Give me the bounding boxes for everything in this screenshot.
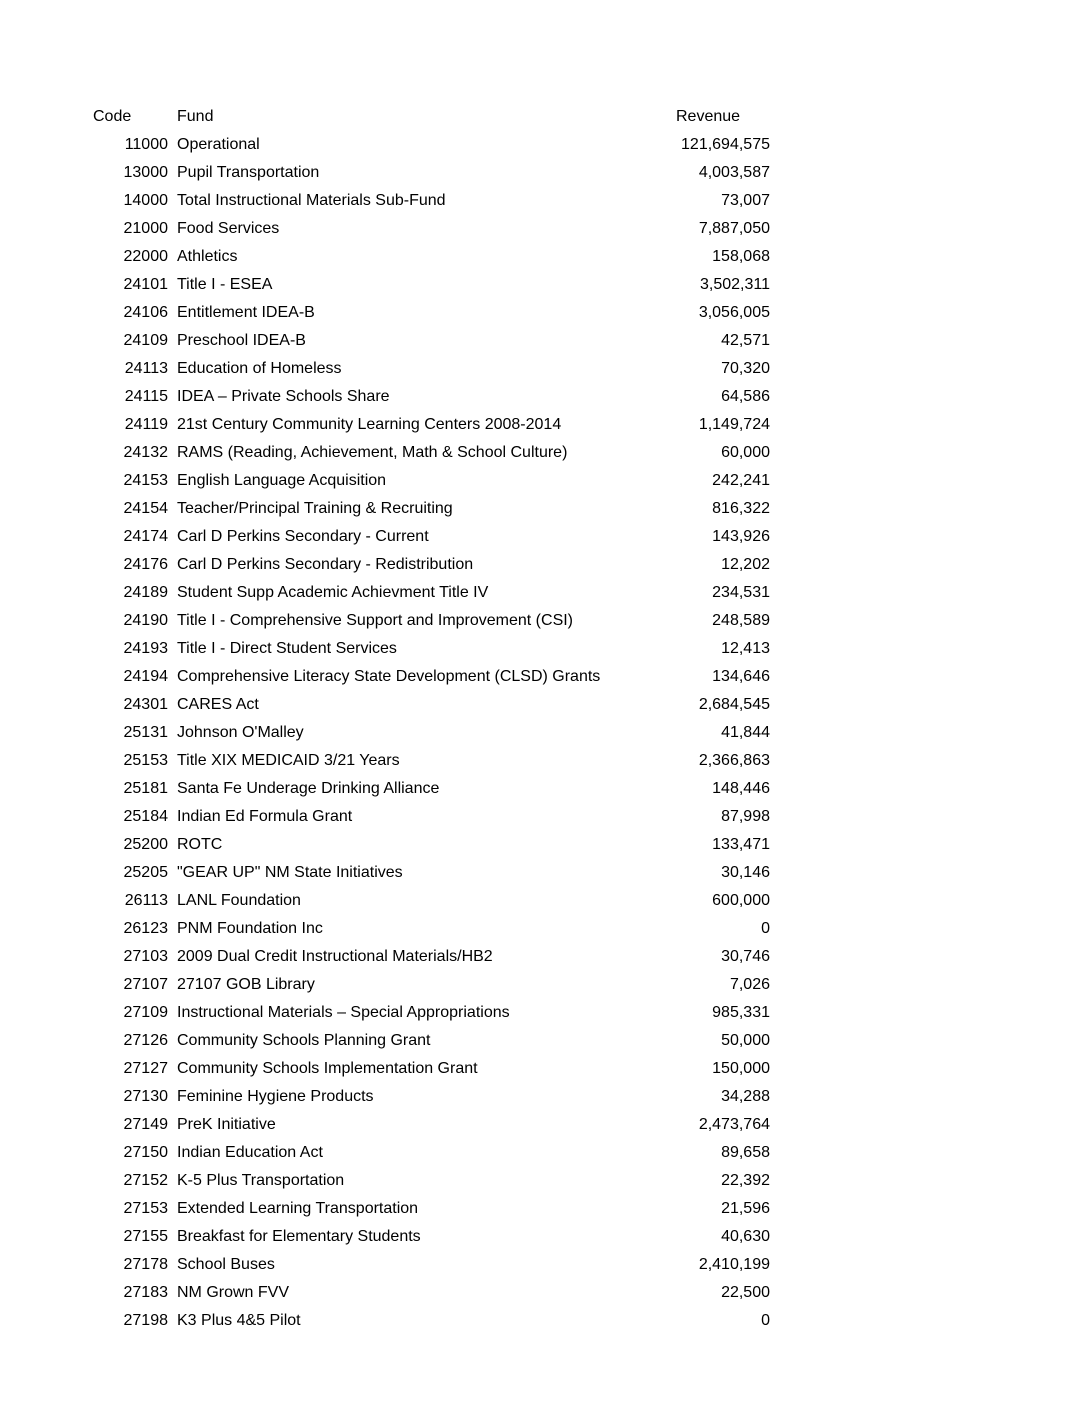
column-header-revenue: Revenue [676,108,741,125]
code-cell: 13000 [123,164,168,181]
table-row [93,719,770,747]
code-cell: 27155 [123,1228,168,1245]
table-row [93,803,770,831]
revenue-cell: 12,202 [721,556,770,573]
table-row [93,943,770,971]
table-row [93,859,770,887]
revenue-cell: 985,331 [712,1004,770,1021]
code-cell: 24174 [123,528,168,545]
fund-cell: Santa Fe Underage Drinking Alliance [177,780,440,797]
table-row [93,243,770,271]
table-row [93,579,770,607]
revenue-cell: 40,630 [721,1228,770,1245]
table-row [93,775,770,803]
fund-cell: Feminine Hygiene Products [177,1088,374,1105]
revenue-cell: 4,003,587 [698,164,770,181]
fund-cell: Title I - ESEA [177,276,273,293]
code-cell: 27198 [123,1312,168,1329]
fund-cell: 27107 GOB Library [177,976,315,993]
revenue-cell: 34,288 [721,1088,770,1105]
code-cell: 27152 [123,1172,168,1189]
fund-revenue-table [93,103,770,1335]
code-cell: 27149 [123,1116,168,1133]
table-row [93,439,770,467]
table-row [93,1167,770,1195]
code-cell: 27183 [123,1284,168,1301]
revenue-cell: 242,241 [712,472,770,489]
revenue-cell: 22,392 [721,1172,770,1189]
revenue-cell: 234,531 [712,584,770,601]
code-cell: 24153 [123,472,168,489]
code-cell: 24101 [123,276,168,293]
fund-cell: LANL Foundation [177,892,301,909]
table-row [93,887,770,915]
revenue-cell: 1,149,724 [698,416,770,433]
revenue-cell: 3,502,311 [700,276,770,293]
table-row [93,915,770,943]
revenue-cell: 7,887,050 [698,220,770,237]
code-cell: 24190 [123,612,168,629]
code-cell: 27109 [123,1004,168,1021]
revenue-cell: 600,000 [712,892,770,909]
code-cell: 25200 [123,836,168,853]
code-cell: 27178 [123,1256,168,1273]
fund-cell: 2009 Dual Credit Instructional Materials/HB2 [177,948,493,965]
table-row [93,299,770,327]
revenue-cell: 12,413 [721,640,770,657]
code-cell: 27126 [123,1032,168,1049]
revenue-cell: 133,471 [712,836,770,853]
table-row [93,607,770,635]
fund-cell: Operational [177,136,260,153]
fund-cell: CARES Act [177,696,259,713]
fund-cell: Total Instructional Materials Sub-Fund [177,192,446,209]
revenue-cell: 134,646 [712,668,770,685]
table-row [93,187,770,215]
table-row [93,635,770,663]
revenue-cell: 0 [761,920,770,937]
fund-cell: NM Grown FVV [177,1284,290,1301]
code-cell: 24113 [124,360,168,377]
table-row [93,215,770,243]
table-row [93,663,770,691]
fund-cell: ROTC [177,836,223,853]
fund-cell: Food Services [177,220,280,237]
table-row [93,271,770,299]
code-cell: 27153 [123,1200,168,1217]
table-row [93,159,770,187]
code-cell: 24109 [123,332,168,349]
table-row [93,971,770,999]
fund-cell: K-5 Plus Transportation [177,1172,345,1189]
fund-cell: Title I - Comprehensive Support and Improvement (CSI) [177,612,574,629]
revenue-cell: 60,000 [721,444,770,461]
fund-cell: Community Schools Planning Grant [177,1032,431,1049]
revenue-cell: 148,446 [712,780,770,797]
code-cell: 25153 [123,752,168,769]
table-row [93,831,770,859]
code-cell: 26113 [124,892,168,909]
table-row [93,1195,770,1223]
table-row [93,355,770,383]
fund-cell: Title I - Direct Student Services [177,640,397,657]
code-cell: 24194 [123,668,168,685]
fund-cell: IDEA – Private Schools Share [177,388,390,405]
table-row [93,1279,770,1307]
table-row [93,747,770,775]
fund-cell: Student Supp Academic Achievment Title IV [177,584,489,601]
fund-cell: Title XIX MEDICAID 3/21 Years [177,752,400,769]
fund-cell: Extended Learning Transportation [177,1200,419,1217]
code-cell: 27107 [123,976,168,993]
fund-cell: Instructional Materials – Special Appropriations [177,1004,510,1021]
code-cell: 21000 [123,220,168,237]
table-row [93,467,770,495]
fund-cell: Entitlement IDEA-B [177,304,315,321]
revenue-cell: 21,596 [721,1200,770,1217]
table-row [93,551,770,579]
code-cell: 24154 [123,500,168,517]
code-cell: 24301 [123,696,168,713]
revenue-cell: 150,000 [712,1060,770,1077]
code-cell: 26123 [123,920,168,937]
fund-cell: PNM Foundation Inc [177,920,323,937]
revenue-cell: 89,658 [721,1144,770,1161]
fund-cell: Comprehensive Literacy State Development (CLSD) Grants [177,668,601,685]
code-cell: 27150 [123,1144,168,1161]
code-cell: 25181 [123,780,168,797]
table-body [93,131,770,1335]
code-cell: 25184 [123,808,168,825]
table-header-row [93,103,770,131]
fund-cell: Pupil Transportation [177,164,320,181]
table-row [93,131,770,159]
table-row [93,1223,770,1251]
revenue-cell: 7,026 [729,976,770,993]
code-cell: 24132 [123,444,168,461]
fund-cell: Indian Ed Formula Grant [177,808,353,825]
table-row [93,999,770,1027]
code-cell: 24193 [123,640,168,657]
fund-cell: Education of Homeless [177,360,342,377]
fund-cell: Preschool IDEA-B [177,332,306,349]
code-cell: 24176 [123,556,168,573]
code-cell: 25131 [123,724,168,741]
code-cell: 24106 [123,304,168,321]
table-row [93,1055,770,1083]
code-cell: 24115 [124,388,168,405]
fund-cell: K3 Plus 4&5 Pilot [177,1312,301,1329]
fund-cell: 21st Century Community Learning Centers 2008-2014 [177,416,562,433]
code-cell: 24189 [123,584,168,601]
code-cell: 27127 [123,1060,168,1077]
revenue-cell: 143,926 [712,528,770,545]
revenue-cell: 22,500 [721,1284,770,1301]
fund-cell: Athletics [177,248,238,265]
table-row [93,1027,770,1055]
table-row [93,411,770,439]
table-row [93,1111,770,1139]
revenue-cell: 70,320 [721,360,770,377]
fund-cell: PreK Initiative [177,1116,276,1133]
code-cell: 14000 [123,192,168,209]
revenue-cell: 121,694,575 [681,136,770,153]
revenue-cell: 41,844 [721,724,770,741]
revenue-cell: 42,571 [721,332,770,349]
table-row [93,383,770,411]
revenue-cell: 2,684,545 [698,696,770,713]
revenue-cell: 73,007 [721,192,770,209]
revenue-cell: 0 [761,1312,770,1329]
code-cell: 22000 [123,248,168,265]
table-row [93,523,770,551]
column-header-fund: Fund [177,108,214,125]
code-cell: 11000 [124,136,168,153]
code-cell: 25205 [123,864,168,881]
fund-cell: Carl D Perkins Secondary - Redistribution [177,556,474,573]
table-row [93,327,770,355]
table-row [93,495,770,523]
table-row [93,1083,770,1111]
revenue-cell: 50,000 [721,1032,770,1049]
table-row [93,1251,770,1279]
revenue-cell: 87,998 [721,808,770,825]
fund-cell: Johnson O'Malley [177,724,304,741]
fund-cell: School Buses [177,1256,275,1273]
revenue-cell: 2,366,863 [698,752,770,769]
code-cell: 24119 [124,416,168,433]
revenue-cell: 816,322 [712,500,770,517]
revenue-cell: 64,586 [721,388,770,405]
revenue-cell: 2,410,199 [698,1256,770,1273]
table-row [93,691,770,719]
revenue-cell: 248,589 [712,612,770,629]
fund-cell: "GEAR UP" NM State Initiatives [177,864,403,881]
revenue-cell: 3,056,005 [698,304,770,321]
fund-cell: RAMS (Reading, Achievement, Math & School Culture) [177,444,568,461]
fund-cell: English Language Acquisition [177,472,387,489]
fund-cell: Teacher/Principal Training & Recruiting [177,500,453,517]
fund-cell: Community Schools Implementation Grant [177,1060,478,1077]
revenue-cell: 30,146 [721,864,770,881]
table-row [93,1307,770,1335]
fund-cell: Indian Education Act [177,1144,323,1161]
revenue-cell: 158,068 [712,248,770,265]
revenue-cell: 30,746 [721,948,770,965]
code-cell: 27130 [123,1088,168,1105]
fund-cell: Breakfast for Elementary Students [177,1228,421,1245]
table-row [93,1139,770,1167]
fund-cell: Carl D Perkins Secondary - Current [177,528,429,545]
revenue-cell: 2,473,764 [698,1116,770,1133]
column-header-code: Code [93,108,132,125]
code-cell: 27103 [123,948,168,965]
